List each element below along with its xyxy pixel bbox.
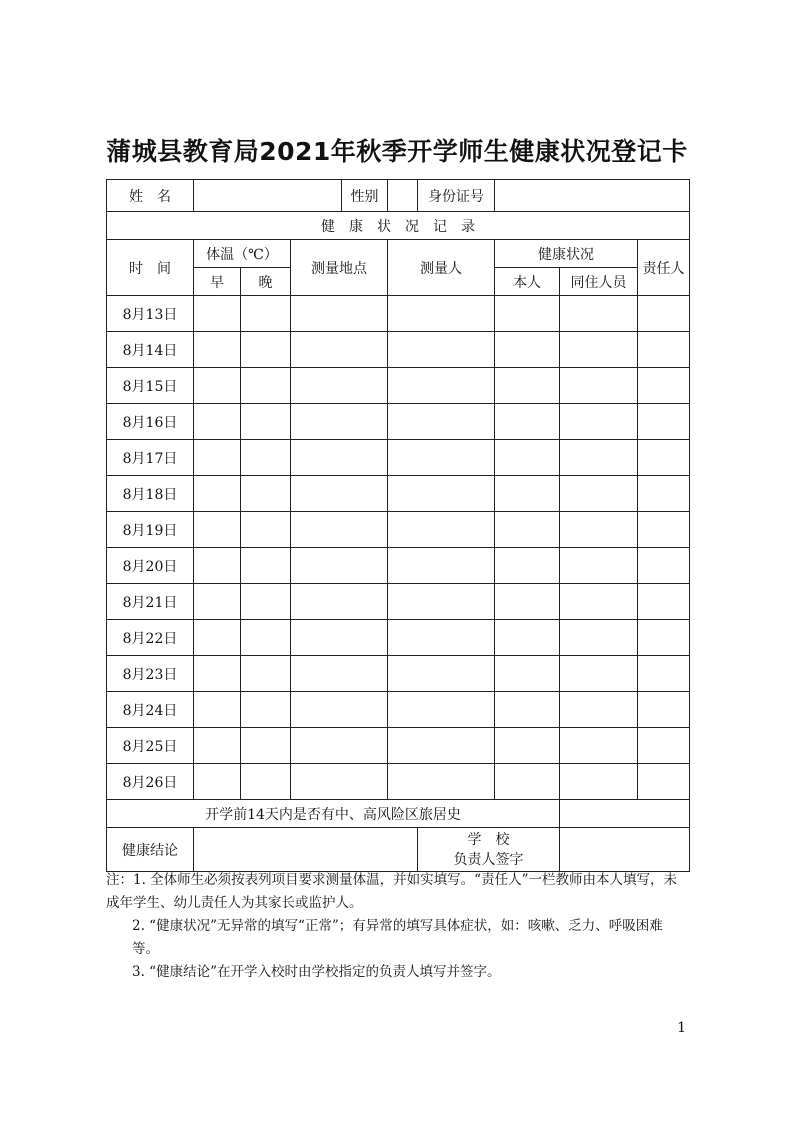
gender-label: 性别 bbox=[342, 180, 388, 212]
morning-temp-cell[interactable] bbox=[194, 764, 241, 800]
date-cell: 8月14日 bbox=[107, 332, 194, 368]
travel-history-row bbox=[107, 800, 690, 828]
name-field[interactable] bbox=[194, 180, 342, 212]
table-row bbox=[107, 620, 690, 656]
date-cell: 8月24日 bbox=[107, 692, 194, 728]
location-cell[interactable] bbox=[291, 656, 388, 692]
col-evening: 晚 bbox=[241, 268, 291, 296]
responsible-cell[interactable] bbox=[638, 548, 690, 584]
col-time: 时 间 bbox=[107, 240, 194, 296]
table-row bbox=[107, 368, 690, 404]
self-health-cell[interactable] bbox=[495, 764, 560, 800]
notes bbox=[106, 869, 689, 984]
morning-temp-cell[interactable] bbox=[194, 512, 241, 548]
morning-temp-cell[interactable] bbox=[194, 404, 241, 440]
note-3: 3. “健康结论”在开学入校时由学校指定的负责人填写并签字。 bbox=[132, 964, 501, 980]
date-cell: 8月19日 bbox=[107, 512, 194, 548]
note-1: 注：1. 全体师生必须按表列项目要求测量体温，并如实填写。“责任人”一栏教师由本人填写，未成年学生、幼儿责任人为其家长或监护人。 bbox=[106, 872, 677, 911]
measurer-cell[interactable] bbox=[388, 368, 495, 404]
table-row bbox=[107, 296, 690, 332]
self-health-cell[interactable] bbox=[495, 476, 560, 512]
evening-temp-cell[interactable] bbox=[241, 692, 291, 728]
evening-temp-cell[interactable] bbox=[241, 728, 291, 764]
col-self: 本人 bbox=[495, 268, 560, 296]
date-cell: 8月23日 bbox=[107, 656, 194, 692]
responsible-cell[interactable] bbox=[638, 476, 690, 512]
evening-temp-cell[interactable] bbox=[241, 584, 291, 620]
morning-temp-cell[interactable] bbox=[194, 440, 241, 476]
date-cell: 8月16日 bbox=[107, 404, 194, 440]
date-cell: 8月20日 bbox=[107, 548, 194, 584]
responsible-cell[interactable] bbox=[638, 332, 690, 368]
cohabitants-health-cell[interactable] bbox=[560, 584, 638, 620]
school-sign-line1: 学 校 bbox=[467, 831, 510, 848]
self-health-cell[interactable] bbox=[495, 728, 560, 764]
date-cell: 8月21日 bbox=[107, 584, 194, 620]
cohabitants-health-cell[interactable] bbox=[560, 296, 638, 332]
evening-temp-cell[interactable] bbox=[241, 620, 291, 656]
travel-history-field[interactable] bbox=[560, 800, 690, 828]
measurer-cell[interactable] bbox=[388, 656, 495, 692]
measurer-cell[interactable] bbox=[388, 296, 495, 332]
location-cell[interactable] bbox=[291, 548, 388, 584]
col-cohabitants: 同住人员 bbox=[560, 268, 638, 296]
school-sign-field[interactable] bbox=[560, 828, 690, 872]
page-title: 蒲城县教育局2021年秋季开学师生健康状况登记卡 bbox=[106, 137, 688, 166]
location-cell[interactable] bbox=[291, 692, 388, 728]
morning-temp-cell[interactable] bbox=[194, 368, 241, 404]
col-responsible: 责任人 bbox=[638, 240, 690, 296]
table-row bbox=[107, 764, 690, 800]
table-row bbox=[107, 404, 690, 440]
morning-temp-cell[interactable] bbox=[194, 620, 241, 656]
self-health-cell[interactable] bbox=[495, 620, 560, 656]
section-title-row bbox=[107, 212, 690, 240]
responsible-cell[interactable] bbox=[638, 728, 690, 764]
conclusion-label: 健康结论 bbox=[107, 828, 194, 872]
cohabitants-health-cell[interactable] bbox=[560, 692, 638, 728]
col-temperature: 体温（℃） bbox=[194, 240, 291, 268]
measurer-cell[interactable] bbox=[388, 620, 495, 656]
evening-temp-cell[interactable] bbox=[241, 656, 291, 692]
col-morning: 早 bbox=[194, 268, 241, 296]
self-health-cell[interactable] bbox=[495, 584, 560, 620]
col-measurer: 测量人 bbox=[388, 240, 495, 296]
table-row bbox=[107, 656, 690, 692]
table-row bbox=[107, 728, 690, 764]
location-cell[interactable] bbox=[291, 728, 388, 764]
measurer-cell[interactable] bbox=[388, 440, 495, 476]
cohabitants-health-cell[interactable] bbox=[560, 440, 638, 476]
responsible-cell[interactable] bbox=[638, 764, 690, 800]
table-row bbox=[107, 440, 690, 476]
self-health-cell[interactable] bbox=[495, 512, 560, 548]
col-location: 测量地点 bbox=[291, 240, 388, 296]
responsible-cell[interactable] bbox=[638, 620, 690, 656]
morning-temp-cell[interactable] bbox=[194, 476, 241, 512]
location-cell[interactable] bbox=[291, 440, 388, 476]
table-row bbox=[107, 512, 690, 548]
table-row bbox=[107, 548, 690, 584]
cohabitants-health-cell[interactable] bbox=[560, 728, 638, 764]
evening-temp-cell[interactable] bbox=[241, 476, 291, 512]
responsible-cell[interactable] bbox=[638, 512, 690, 548]
table-row bbox=[107, 476, 690, 512]
cohabitants-health-cell[interactable] bbox=[560, 332, 638, 368]
table-row bbox=[107, 332, 690, 368]
location-cell[interactable] bbox=[291, 764, 388, 800]
conclusion-field[interactable] bbox=[194, 828, 418, 872]
location-cell[interactable] bbox=[291, 332, 388, 368]
measurer-cell[interactable] bbox=[388, 476, 495, 512]
evening-temp-cell[interactable] bbox=[241, 404, 291, 440]
evening-temp-cell[interactable] bbox=[241, 548, 291, 584]
measurer-cell[interactable] bbox=[388, 548, 495, 584]
morning-temp-cell[interactable] bbox=[194, 692, 241, 728]
cohabitants-health-cell[interactable] bbox=[560, 404, 638, 440]
evening-temp-cell[interactable] bbox=[241, 512, 291, 548]
self-health-cell[interactable] bbox=[495, 440, 560, 476]
measurer-cell[interactable] bbox=[388, 512, 495, 548]
date-cell: 8月15日 bbox=[107, 368, 194, 404]
morning-temp-cell[interactable] bbox=[194, 332, 241, 368]
self-health-cell[interactable] bbox=[495, 332, 560, 368]
section-title: 健 康 状 况 记 录 bbox=[107, 212, 690, 240]
cohabitants-health-cell[interactable] bbox=[560, 620, 638, 656]
cohabitants-health-cell[interactable] bbox=[560, 764, 638, 800]
measurer-cell[interactable] bbox=[388, 692, 495, 728]
date-cell: 8月25日 bbox=[107, 728, 194, 764]
morning-temp-cell[interactable] bbox=[194, 296, 241, 332]
date-cell: 8月17日 bbox=[107, 440, 194, 476]
self-health-cell[interactable] bbox=[495, 692, 560, 728]
morning-temp-cell[interactable] bbox=[194, 548, 241, 584]
cohabitants-health-cell[interactable] bbox=[560, 368, 638, 404]
measurer-cell[interactable] bbox=[388, 764, 495, 800]
responsible-cell[interactable] bbox=[638, 656, 690, 692]
morning-temp-cell[interactable] bbox=[194, 584, 241, 620]
conclusion-row bbox=[107, 828, 690, 872]
measurer-cell[interactable] bbox=[388, 728, 495, 764]
id-field[interactable] bbox=[495, 180, 690, 212]
cohabitants-health-cell[interactable] bbox=[560, 512, 638, 548]
location-cell[interactable] bbox=[291, 404, 388, 440]
header-info-row bbox=[107, 180, 690, 212]
health-record-table bbox=[106, 179, 690, 872]
self-health-cell[interactable] bbox=[495, 548, 560, 584]
school-sign-line2: 负责人签字 bbox=[453, 851, 524, 868]
evening-temp-cell[interactable] bbox=[241, 332, 291, 368]
responsible-cell[interactable] bbox=[638, 692, 690, 728]
table-row bbox=[107, 692, 690, 728]
location-cell[interactable] bbox=[291, 296, 388, 332]
table-row bbox=[107, 584, 690, 620]
note-2: 2. “健康状况”无异常的填写“正常”；有异常的填写具体症状，如：咳嗽、乏力、呼吸困难等。 bbox=[132, 918, 663, 957]
measurer-cell[interactable] bbox=[388, 332, 495, 368]
evening-temp-cell[interactable] bbox=[241, 368, 291, 404]
cohabitants-health-cell[interactable] bbox=[560, 548, 638, 584]
location-cell[interactable] bbox=[291, 584, 388, 620]
date-cell: 8月18日 bbox=[107, 476, 194, 512]
school-sign-label bbox=[418, 828, 560, 872]
measurer-cell[interactable] bbox=[388, 404, 495, 440]
travel-history-label: 开学前14天内是否有中、高风险区旅居史 bbox=[107, 800, 560, 828]
self-health-cell[interactable] bbox=[495, 368, 560, 404]
measurer-cell[interactable] bbox=[388, 584, 495, 620]
responsible-cell[interactable] bbox=[638, 296, 690, 332]
date-cell: 8月13日 bbox=[107, 296, 194, 332]
self-health-cell[interactable] bbox=[495, 296, 560, 332]
page-number: 1 bbox=[677, 1020, 686, 1036]
id-label: 身份证号 bbox=[418, 180, 495, 212]
evening-temp-cell[interactable] bbox=[241, 764, 291, 800]
gender-field[interactable] bbox=[388, 180, 418, 212]
name-label: 姓 名 bbox=[107, 180, 194, 212]
cohabitants-health-cell[interactable] bbox=[560, 476, 638, 512]
responsible-cell[interactable] bbox=[638, 404, 690, 440]
location-cell[interactable] bbox=[291, 620, 388, 656]
col-health: 健康状况 bbox=[495, 240, 638, 268]
cohabitants-health-cell[interactable] bbox=[560, 656, 638, 692]
responsible-cell[interactable] bbox=[638, 440, 690, 476]
responsible-cell[interactable] bbox=[638, 368, 690, 404]
self-health-cell[interactable] bbox=[495, 656, 560, 692]
column-header-row-1 bbox=[107, 240, 690, 268]
location-cell[interactable] bbox=[291, 476, 388, 512]
location-cell[interactable] bbox=[291, 512, 388, 548]
date-cell: 8月26日 bbox=[107, 764, 194, 800]
evening-temp-cell[interactable] bbox=[241, 296, 291, 332]
evening-temp-cell[interactable] bbox=[241, 440, 291, 476]
morning-temp-cell[interactable] bbox=[194, 728, 241, 764]
self-health-cell[interactable] bbox=[495, 404, 560, 440]
date-cell: 8月22日 bbox=[107, 620, 194, 656]
responsible-cell[interactable] bbox=[638, 584, 690, 620]
morning-temp-cell[interactable] bbox=[194, 656, 241, 692]
location-cell[interactable] bbox=[291, 368, 388, 404]
